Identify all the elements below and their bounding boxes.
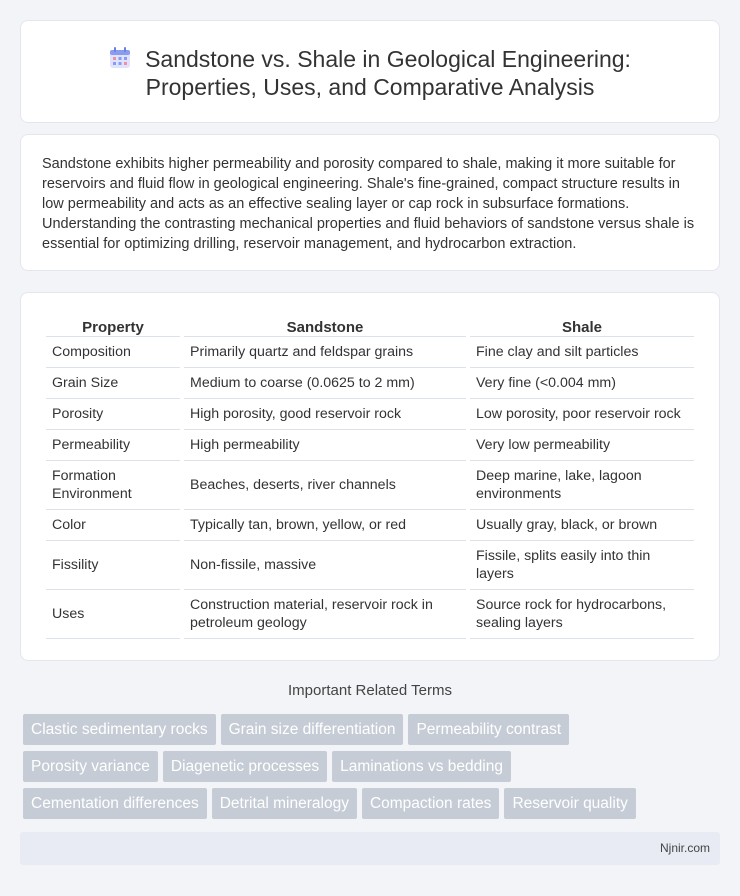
related-term-tag[interactable]: Clastic sedimentary rocks (23, 714, 216, 745)
table-row (46, 590, 694, 639)
property-cell: Uses (46, 590, 180, 639)
related-term-tag[interactable]: Compaction rates (362, 788, 499, 819)
related-terms-heading: Important Related Terms (288, 682, 452, 699)
footer (20, 832, 720, 865)
table-row (46, 337, 694, 368)
sandstone-cell: Construction material, reservoir rock in petroleum geology (184, 590, 466, 639)
comparison-card (20, 292, 720, 661)
title-card (20, 20, 720, 123)
related-term-tag[interactable]: Detrital mineralogy (212, 788, 357, 819)
title-line-2: Properties, Uses, and Comparative Analysis (145, 74, 595, 100)
title-line-1: Sandstone vs. Shale in Geological Engineering: (145, 46, 631, 72)
shale-cell: Low porosity, poor reservoir rock (470, 399, 694, 430)
sandstone-cell: High porosity, good reservoir rock (184, 399, 466, 430)
calendar-icon (109, 47, 131, 69)
sandstone-cell: Medium to coarse (0.0625 to 2 mm) (184, 368, 466, 399)
sandstone-cell: Non-fissile, massive (184, 541, 466, 590)
table-header-row (46, 315, 694, 337)
shale-cell: Very fine (<0.004 mm) (470, 368, 694, 399)
shale-cell: Fissile, splits easily into thin layers (470, 541, 694, 590)
property-cell: Permeability (46, 430, 180, 461)
sandstone-cell: Typically tan, brown, yellow, or red (184, 510, 466, 541)
shale-cell: Fine clay and silt particles (470, 337, 694, 368)
tag-row (23, 751, 723, 788)
shale-cell: Very low permeability (470, 430, 694, 461)
property-cell: Fissility (46, 541, 180, 590)
table-row (46, 368, 694, 399)
related-term-tag[interactable]: Grain size differentiation (221, 714, 404, 745)
sandstone-cell: Beaches, deserts, river channels (184, 461, 466, 510)
sandstone-cell: Primarily quartz and feldspar grains (184, 337, 466, 368)
comparison-table (42, 315, 698, 639)
shale-cell: Source rock for hydrocarbons, sealing layers (470, 590, 694, 639)
related-term-tag[interactable]: Diagenetic processes (163, 751, 327, 782)
table-row (46, 399, 694, 430)
tag-row (23, 788, 723, 825)
table-row (46, 510, 694, 541)
header-property: Property (46, 315, 180, 337)
related-terms-list (23, 714, 723, 825)
shale-cell: Deep marine, lake, lagoon environments (470, 461, 694, 510)
property-cell: Grain Size (46, 368, 180, 399)
shale-cell: Usually gray, black, or brown (470, 510, 694, 541)
related-term-tag[interactable]: Cementation differences (23, 788, 207, 819)
summary-text: Sandstone exhibits higher permeability and porosity compared to shale, making it more suitable for reservoirs and fluid flow in geological engineering. Shale's fine-grained, compact structure results in low permeability and acts as an effective sealing layer or cap rock in subsurface formations. Understanding the contrasting mechanical properties and fluid behaviors of sandstone versus shale is essential for optimizing drilling, reservoir management, and hydrocarbon extraction. (42, 156, 695, 252)
header-shale: Shale (470, 315, 694, 337)
property-cell: Color (46, 510, 180, 541)
related-term-tag[interactable]: Reservoir quality (504, 788, 635, 819)
related-term-tag[interactable]: Permeability contrast (408, 714, 569, 745)
tag-row (23, 714, 723, 751)
page-title (21, 45, 719, 101)
summary-card (20, 134, 720, 271)
related-term-tag[interactable]: Porosity variance (23, 751, 158, 782)
property-cell: Composition (46, 337, 180, 368)
table-row (46, 541, 694, 590)
header-sandstone: Sandstone (184, 315, 466, 337)
related-term-tag[interactable]: Laminations vs bedding (332, 751, 511, 782)
sandstone-cell: High permeability (184, 430, 466, 461)
table-row (46, 430, 694, 461)
table-row (46, 461, 694, 510)
footer-site-link[interactable]: Njnir.com (659, 841, 710, 855)
property-cell: Formation Environment (46, 461, 180, 510)
property-cell: Porosity (46, 399, 180, 430)
